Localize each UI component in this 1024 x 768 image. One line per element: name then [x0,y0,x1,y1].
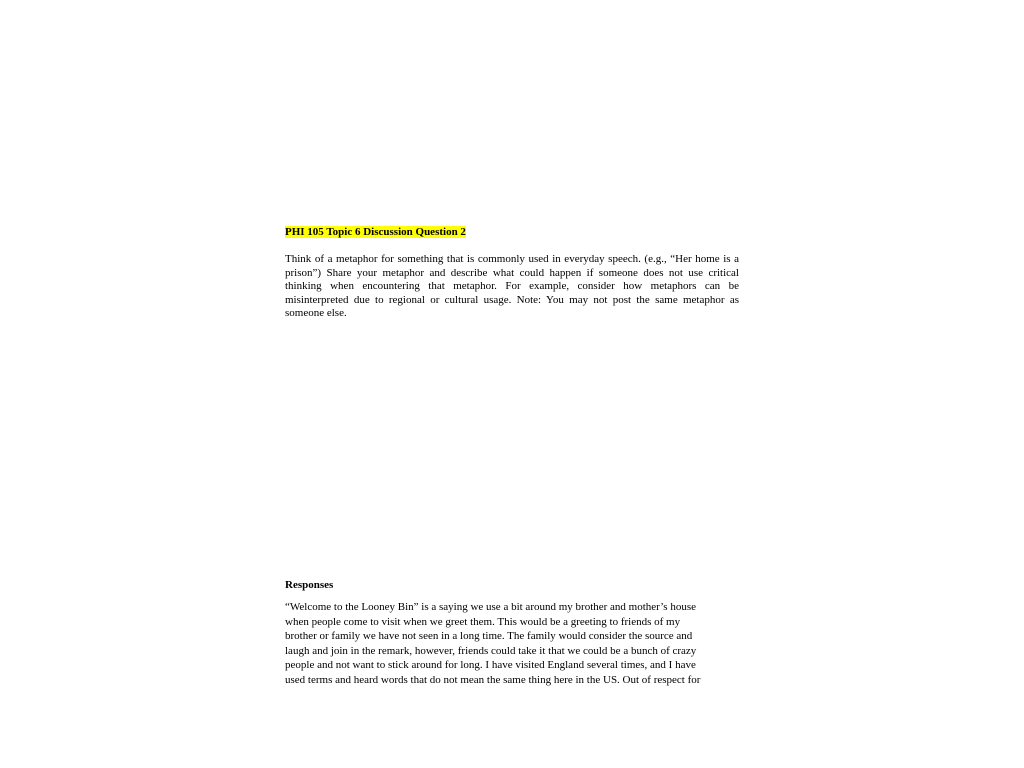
response-line: used terms and heard words that do not mean the same thing here in the US. Out of respect for [285,673,701,686]
document-title [285,225,466,239]
discussion-prompt: Think of a metaphor for something that is commonly used in everyday speech. (e.g., “Her home is a prison”) Share your metaphor and describe what could happen if someone does not use critical thinking when encountering that metaphor. For example, consider how metaphors can be misinterpreted due to regional or cultural usage. Note: You may not post the same metaphor as someone else. [285,253,739,319]
response-line: laugh and join in the remark, however, friends could take it that we could be a bunch of crazy [285,644,697,657]
response-line: people and not want to stick around for long. I have visited England several times, and I have [285,659,696,672]
response-line: when people come to visit when we greet them. This would be a greeting to friends of my [285,615,681,628]
responses-heading: Responses [285,579,334,591]
highlighted-title-text: PHI 105 Topic 6 Discussion Question 2 [285,226,466,238]
response-line: “Welcome to the Looney Bin” is a saying we use a bit around my brother and mother’s house [285,601,697,613]
response-text [285,600,735,688]
response-line: brother or family we have not seen in a long time. The family would consider the source and [285,630,693,643]
